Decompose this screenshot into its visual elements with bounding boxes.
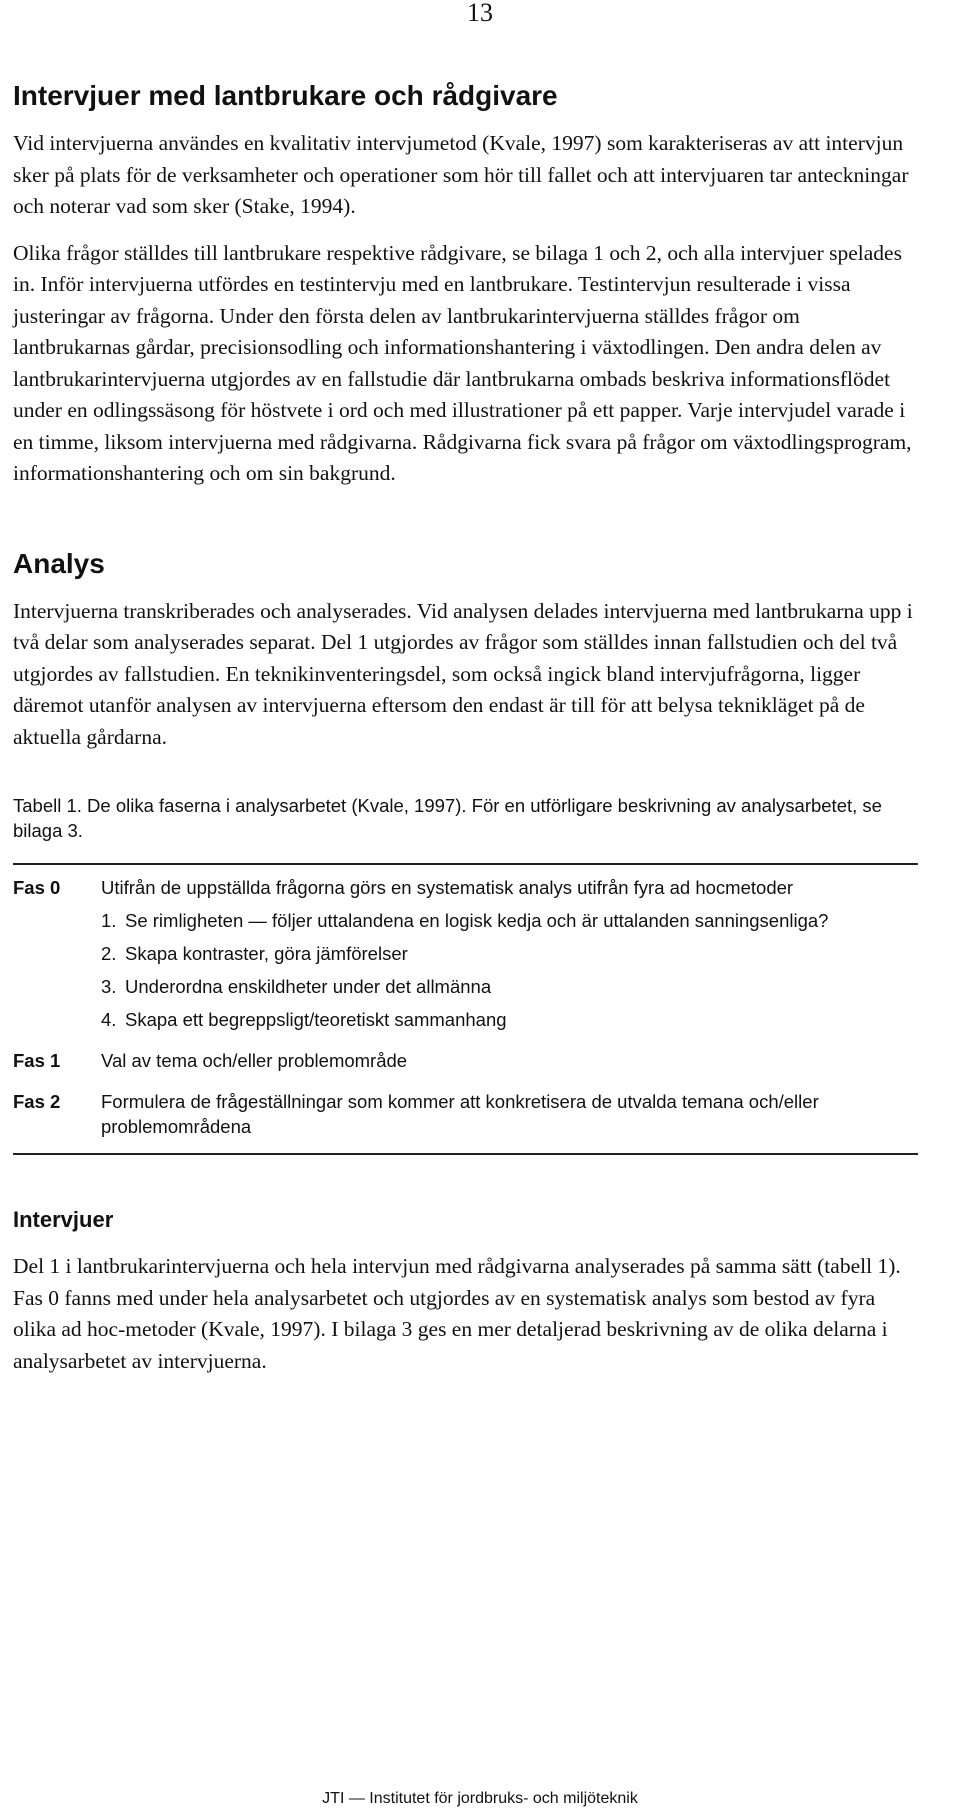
phase-description: [101, 875, 918, 1032]
phase-text: Utifrån de uppställda frågorna görs en systematisk analys utifrån fyra ad hocmetoder: [101, 877, 794, 898]
section-heading-intervjuer: Intervjuer: [13, 1207, 114, 1232]
table-caption: Tabell 1. De olika faserna i analysarbetet (Kvale, 1997). För en utförligare beskrivning av analysarbetet, se bilaga 3.: [13, 795, 882, 841]
method-number: 2.: [101, 943, 117, 964]
phase-text: Formulera de frågeställningar som kommer att konkretisera de utvalda temana och/eller problemområdena: [101, 1091, 819, 1137]
method-item: [101, 908, 918, 933]
method-text: Se rimligheten — följer uttalandena en logisk kedja och är uttalanden sanningsenliga?: [125, 910, 829, 931]
method-item: [101, 974, 918, 999]
method-text: Skapa kontraster, göra jämförelser: [125, 943, 408, 964]
method-text: Skapa ett begreppsligt/teoretiskt sammanhang: [125, 1009, 507, 1030]
analysis-phases-table: [13, 863, 918, 1155]
paragraph: Intervjuerna transkriberades och analyserades. Vid analysen delades intervjuerna med lantbrukarna upp i två delar som analyserades separat. Del 1 utgjordes av frågor som ställdes innan fallstudien och del två utgjordes av fallstudien. En teknikinventeringsdel, som också ingick bland intervjufrågorna, ligger däremot utanför analysen av intervjuerna eftersom den endast är till för att belysa teknikläget på de aktuella gårdarna.: [13, 598, 913, 749]
paragraph: Del 1 i lantbrukarintervjuerna och hela intervjun med rådgivarna analyserades på samma sätt (tabell 1). Fas 0 fanns med under hela analysarbetet och utgjordes av en systematisk analys som bestod av fyra olika ad hoc-metoder (Kvale, 1997). I bilaga 3 ges en mer detaljerad beskrivning av de olika delarna i analysarbetet av intervjuerna.: [13, 1254, 901, 1373]
page-number: 13: [467, 0, 493, 27]
section-heading-intervjuer-med-lantbrukare: Intervjuer med lantbrukare och rådgivare: [13, 80, 558, 111]
method-item: [101, 941, 918, 966]
phase-label: Fas 0: [13, 877, 61, 898]
table-row-fas-0: [13, 875, 918, 1032]
method-number: 3.: [101, 976, 117, 997]
page-footer: JTI — Institutet för jordbruks- och miljöteknik: [322, 1790, 638, 1807]
paragraph: Vid intervjuerna användes en kvalitativ intervjumetod (Kvale, 1997) som karakteriseras av att intervjun sker på plats för de verksamheter och operationer som hör till fallet och att intervjuaren tar anteckningar och noterar vad som sker (Stake, 1994).: [13, 131, 909, 218]
paragraph: Olika frågor ställdes till lantbrukare respektive rådgivare, se bilaga 1 och 2, och alla intervjuer spelades in. Inför intervjuerna utfördes en testintervju med en lantbrukare. Testintervjun resulterade i vissa justeringar av frågorna. Under den första delen av lantbrukarintervjuerna ställdes frågor om lantbrukarnas gårdar, precisionsodling och informationshantering i växtodlingen. Den andra delen av lantbrukarintervjuerna utgjordes av en fallstudie där lantbrukarna ombads beskriva informationsflödet under en odlingssäsong för höstvete i ord och med illustrationer på ett papper. Varje intervjudel varade i en timme, liksom intervjuerna med rådgivarna. Rådgivarna fick svara på frågor om växtodlingsprogram, informationshantering och om sin bakgrund.: [13, 240, 912, 485]
method-item: [101, 1007, 918, 1032]
page-content: [13, 72, 918, 1377]
method-number: 1.: [101, 910, 117, 931]
table-row-fas-2: [13, 1089, 918, 1139]
phase-text: Val av tema och/eller problemområde: [101, 1050, 408, 1071]
table-row-fas-1: [13, 1048, 918, 1073]
section-heading-analys: Analys: [13, 547, 105, 579]
phase-label: Fas 1: [13, 1050, 61, 1071]
method-number: 4.: [101, 1009, 117, 1030]
phase-label: Fas 2: [13, 1091, 61, 1112]
method-text: Underordna enskildheter under det allmänna: [125, 976, 492, 997]
